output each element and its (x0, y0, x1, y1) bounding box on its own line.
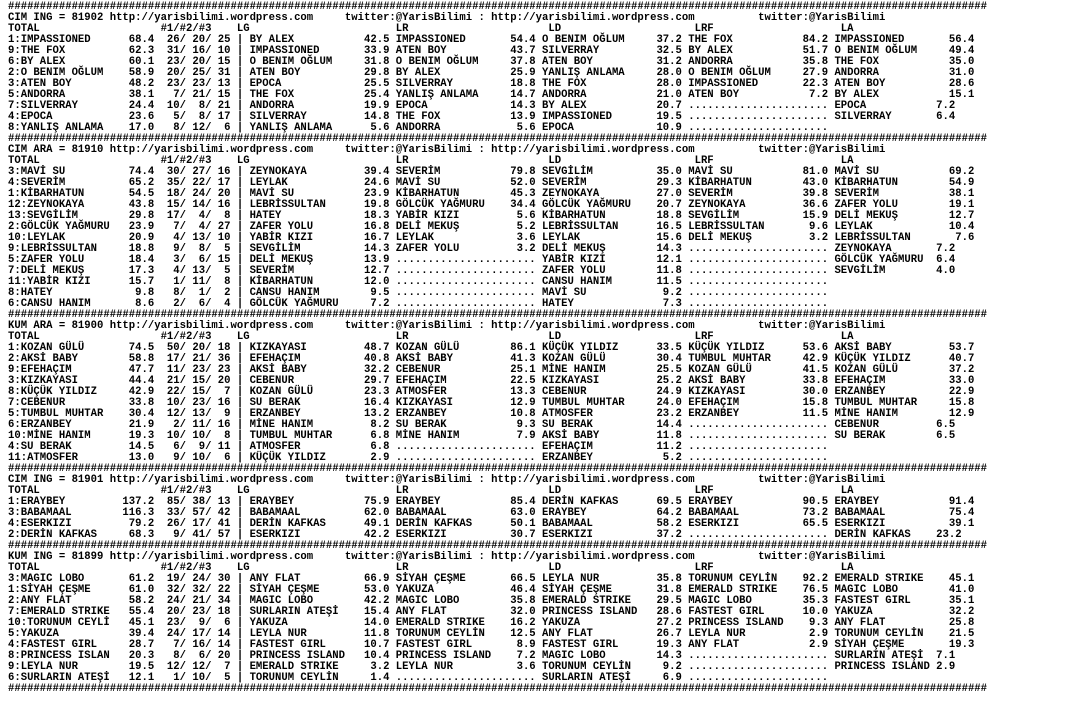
data-line: 5:YAKUZA 39.4 24/ 17/ 14 | LEYLA NUR 11.8 TORUNUM CEYLİN 12.5 ANY FLAT 26.7 LEYLA NUR 2.9 TORUNUM CEYLİN 21.5 (8, 628, 975, 640)
data-line: 8:PRINCESS ISLAN 20.3 8/ 6/ 20 | PRINCESS ISLAND 10.4 PRINCESS ISLAND 7.2 MAGIC LOBO 14.3 ...................... SURLARIN ATEŞİ 7.1 (8, 650, 956, 662)
separator-line: ########################################################################################################################################################## (8, 540, 988, 552)
column-header-line: TOTAL #1/#2/#3 LG LR LD LRF LA (8, 485, 854, 497)
data-line: 5:ZAFER YOLU 18.4 3/ 6/ 15 | DELİ MEKUŞ 13.9 ...................... YABİR KIZI 12.1 ...................... GÖLCÜK YAĞMURU 6.4 (8, 254, 956, 266)
data-line: 9:EFEHAÇIM 47.7 11/ 23/ 23 | AKSİ BABY 32.2 CEBENUR 25.1 MİNE HANIM 25.5 KOZAN GÜLÜ 41.5 KOZAN GÜLÜ 37.2 (8, 364, 975, 376)
data-line: 1:ERAYBEY 137.2 85/ 38/ 13 | ERAYBEY 75.9 ERAYBEY 85.4 DERİN KAFKAS 69.5 ERAYBEY 90.5 ERAYBEY 91.4 (8, 496, 975, 508)
race-header-line: KUM ARA = 81900 http://yarisbilimi.wordpress.com twitter:@YarisBilimi : http://yarisbilimi.wordpress.com twitter:@YarisBilimi (8, 320, 886, 332)
data-line: 2:AKSİ BABY 58.8 17/ 21/ 36 | EFEHAÇIM 40.8 AKSİ BABY 41.3 KOZAN GÜLÜ 30.4 TUMBUL MUHTAR 42.9 KÜÇÜK YILDIZ 40.7 (8, 353, 975, 365)
column-header-line: TOTAL #1/#2/#3 LG LR LD LRF LA (8, 23, 854, 35)
data-line: 6:SURLARIN ATEŞİ 12.1 1/ 10/ 5 | TORUNUM CEYLİN 1.4 ...................... SURLARIN ATEŞİ 6.9 ...................... (8, 672, 829, 684)
data-line: 4:ESERKIZI 79.2 26/ 17/ 41 | DERİN KAFKAS 49.1 DERİN KAFKAS 50.1 BABAMAAL 58.2 ESERKIZI 65.5 ESERKIZI 39.1 (8, 518, 975, 530)
data-line: 5:ANDORRA 38.1 7/ 21/ 15 | THE FOX 25.4 YANLIŞ ANLAMA 14.7 ANDORRA 21.0 ATEN BOY 7.2 BY ALEX 15.1 (8, 89, 975, 101)
data-line: 5:TUMBUL MUHTAR 30.4 12/ 13/ 9 | ERZANBEY 13.2 ERZANBEY 10.8 ATMOSFER 23.2 ERZANBEY 11.5 MİNE HANIM 12.9 (8, 408, 975, 420)
data-line: 8:KÜÇÜK YILDIZ 42.9 22/ 15/ 7 | KOZAN GÜLÜ 23.3 ATMOSFER 13.3 CEBENUR 24.9 KIZKAYASI 30.0 ERZANBEY 22.9 (8, 386, 975, 398)
column-header-line: TOTAL #1/#2/#3 LG LR LD LRF LA (8, 155, 854, 167)
data-line: 3:KIZKAYASI 44.4 21/ 15/ 20 | CEBENUR 29.7 EFEHAÇIM 22.5 KIZKAYASI 25.2 AKSİ BABY 33.8 EFEHAÇIM 33.0 (8, 375, 975, 387)
data-line: 7:EMERALD STRIKE 55.4 20/ 23/ 18 | SURLARIN ATEŞİ 15.4 ANY FLAT 32.0 PRINCESS ISLAND 28.6 FASTEST GIRL 10.0 YAKUZA 32.2 (8, 606, 975, 618)
column-header-line: TOTAL #1/#2/#3 LG LR LD LRF LA (8, 331, 854, 343)
race-header-line: CIM ING = 81902 http://yarisbilimi.wordpress.com twitter:@YarisBilimi : http://yarisbilimi.wordpress.com twitter:@YarisBilimi (8, 12, 886, 24)
data-line: 13:SEVGİLİM 29.8 17/ 4/ 8 | HATEY 18.3 YABİR KIZI 5.6 KİBARHATUN 18.8 SEVGİLİM 15.9 DELİ MEKUŞ 12.7 (8, 210, 975, 222)
data-line: 10:LEYLAK 20.9 4/ 13/ 10 | YABİR KIZI 16.7 LEYLAK 3.6 LEYLAK 15.6 DELİ MEKUŞ 3.2 LEBRİSSULTAN 7.6 (8, 232, 975, 244)
data-line: 2:ANY FLAT 58.2 24/ 21/ 34 | MAGIC LOBO 42.2 MAGIC LOBO 35.8 EMERALD STRIKE 29.5 MAGIC LOBO 35.3 FASTEST GIRL 35.1 (8, 595, 975, 607)
data-line: 10:MİNE HANIM 19.3 10/ 10/ 8 | TUMBUL MUHTAR 6.8 MİNE HANIM 7.9 AKSİ BABY 11.8 ...................... SU BERAK 6.5 (8, 430, 956, 442)
data-line: 12:ZEYNOKAYA 43.8 15/ 14/ 16 | LEBRİSSULTAN 19.8 GÖLCÜK YAĞMURU 34.4 GÖLCÜK YAĞMURU 20.7 ZEYNOKAYA 36.6 ZAFER YOLU 19.1 (8, 199, 975, 211)
data-line: 6:BY ALEX 60.1 23/ 20/ 15 | O BENIM OĞLUM 31.8 O BENIM OĞLUM 37.8 ATEN BOY 31.2 ANDORRA 35.8 THE FOX 35.0 (8, 56, 975, 68)
data-line: 3:ATEN BOY 48.2 23/ 23/ 13 | EPOCA 25.5 SILVERRAY 18.8 THE FOX 28.0 IMPASSIONED 22.3 ATEN BOY 28.6 (8, 78, 975, 90)
data-line: 9:THE FOX 62.3 31/ 16/ 10 | IMPASSIONED 33.9 ATEN BOY 43.7 SILVERRAY 32.5 BY ALEX 51.7 O BENIM OĞLUM 49.4 (8, 45, 975, 57)
separator-line: ########################################################################################################################################################## (8, 1, 988, 13)
separator-line: ########################################################################################################################################################## (8, 683, 988, 695)
column-header-line: TOTAL #1/#2/#3 LG LR LD LRF LA (8, 562, 854, 574)
race-header-line: CIM ARA = 81910 http://yarisbilimi.wordpress.com twitter:@YarisBilimi : http://yarisbilimi.wordpress.com twitter:@YarisBilimi (8, 144, 886, 156)
data-line: 10:TORUNUM CEYLİ 45.1 23/ 9/ 6 | YAKUZA 14.0 EMERALD STRIKE 16.2 YAKUZA 27.2 PRINCESS ISLAND 9.3 ANY FLAT 25.8 (8, 617, 975, 629)
data-line: 1:KİBARHATUN 54.5 18/ 24/ 20 | MAVİ SU 23.9 KİBARHATUN 45.3 ZEYNOKAYA 27.0 SEVERİM 39.8 SEVERİM 38.1 (8, 188, 975, 200)
data-line: 7:CEBENUR 33.8 10/ 23/ 16 | SU BERAK 16.4 KIZKAYASI 12.9 TUMBUL MUHTAR 24.0 EFEHAÇIM 15.8 TUMBUL MUHTAR 15.8 (8, 397, 975, 409)
race-header-line: KUM ING = 81899 http://yarisbilimi.wordpress.com twitter:@YarisBilimi : http://yarisbilimi.wordpress.com twitter:@YarisBilimi (8, 551, 886, 563)
data-line: 4:EPOCA 23.6 5/ 8/ 17 | SILVERRAY 14.8 THE FOX 13.9 IMPASSIONED 19.5 ...................... SILVERRAY 6.4 (8, 111, 956, 123)
data-line: 8:HATEY 9.8 8/ 1/ 2 | CANSU HANIM 9.5 ...................... MAVİ SU 9.2 ...................... (8, 287, 829, 299)
data-line: 3:MAGIC LOBO 61.2 19/ 24/ 30 | ANY FLAT 66.9 SİYAH ÇEŞME 66.5 LEYLA NUR 35.8 TORUNUM CEYLİN 92.2 EMERALD STRIKE 45.1 (8, 573, 975, 585)
data-line: 2:GÖLCÜK YAĞMURU 23.9 7/ 4/ 27 | ZAFER YOLU 16.8 DELİ MEKUŞ 5.2 LEBRİSSULTAN 16.5 LEBRİSSULTAN 9.6 LEYLAK 10.4 (8, 221, 975, 233)
data-line: 2:O BENIM OĞLUM 58.9 20/ 25/ 31 | ATEN BOY 29.8 BY ALEX 25.9 YANLIŞ ANLAMA 28.0 O BENIM OĞLUM 27.9 ANDORRA 31.0 (8, 67, 975, 79)
separator-line: ########################################################################################################################################################## (8, 463, 988, 475)
data-line: 11:YABİR KIZI 15.7 1/ 11/ 8 | KİBARHATUN 12.0 ...................... CANSU HANIM 11.5 ...................... (8, 276, 829, 288)
data-line: 3:MAVİ SU 74.4 30/ 27/ 16 | ZEYNOKAYA 39.4 SEVERİM 79.8 SEVGİLİM 35.0 MAVİ SU 81.0 MAVİ SU 69.2 (8, 166, 975, 178)
data-line: 4:SU BERAK 14.5 6/ 9/ 11 | ATMOSFER 6.8 ...................... EFEHAÇIM 11.2 ...................... (8, 441, 829, 453)
data-line: 3:BABAMAAL 116.3 33/ 57/ 42 | BABAMAAL 62.0 BABAMAAL 63.0 ERAYBEY 64.2 BABAMAAL 73.2 BABAMAAL 75.4 (8, 507, 975, 519)
data-line: 1:IMPASSIONED 68.4 26/ 20/ 25 | BY ALEX 42.5 IMPASSIONED 54.4 O BENIM OĞLUM 37.2 THE FOX 84.2 IMPASSIONED 56.4 (8, 34, 975, 46)
data-line: 1:KOZAN GÜLÜ 74.5 50/ 20/ 18 | KIZKAYASI 48.7 KOZAN GÜLÜ 86.1 KÜÇÜK YILDIZ 33.5 KÜÇÜK YILDIZ 53.6 AKSİ BABY 53.7 (8, 342, 975, 354)
data-line: 7:SILVERRAY 24.4 10/ 8/ 21 | ANDORRA 19.9 EPOCA 14.3 BY ALEX 20.7 ...................... EPOCA 7.2 (8, 100, 956, 112)
data-line: 6:CANSU HANIM 8.6 2/ 6/ 4 | GÖLCÜK YAĞMURU 7.2 ...................... HATEY 7.3 ...................... (8, 298, 829, 310)
data-line: 9:LEBRİSSULTAN 18.8 9/ 8/ 5 | SEVGİLİM 14.3 ZAFER YOLU 3.2 DELİ MEKUŞ 14.3 ...................... ZEYNOKAYA 7.2 (8, 243, 956, 255)
data-line: 8:YANLIŞ ANLAMA 17.0 8/ 12/ 6 | YANLIŞ ANLAMA 5.6 ANDORRA 5.6 EPOCA 10.9 ...................... (8, 122, 829, 134)
data-line: 2:DERİN KAFKAS 68.3 9/ 41/ 57 | ESERKIZI 42.2 ESERKIZI 30.7 ESERKIZI 37.2 ...................... DERİN KAFKAS 23.2 (8, 529, 962, 541)
data-line: 4:SEVERİM 65.2 35/ 22/ 17 | LEYLAK 24.6 MAVİ SU 52.0 SEVERİM 29.3 KİBARHATUN 43.0 KİBARHATUN 54.9 (8, 177, 975, 189)
data-line: 9:LEYLA NUR 19.5 12/ 12/ 7 | EMERALD STRIKE 3.2 LEYLA NUR 3.6 TORUNUM CEYLİN 9.2 ...................... PRINCESS ISLAND 2.9 (8, 661, 956, 673)
data-line: 4:FASTEST GIRL 28.7 7/ 16/ 14 | FASTEST GIRL 10.7 FASTEST GIRL 8.9 FASTEST GIRL 19.3 ANY FLAT 2.9 SİYAH ÇEŞME 19.3 (8, 639, 975, 651)
data-line: 7:DELİ MEKUŞ 17.3 4/ 13/ 5 | SEVERİM 12.7 ...................... ZAFER YOLU 11.8 ...................... SEVGİLİM 4.0 (8, 265, 956, 277)
race-header-line: CIM ING = 81901 http://yarisbilimi.wordpress.com twitter:@YarisBilimi : http://yarisbilimi.wordpress.com twitter:@YarisBilimi (8, 474, 886, 486)
separator-line: ########################################################################################################################################################## (8, 309, 988, 321)
data-line: 6:ERZANBEY 21.9 2/ 11/ 16 | MİNE HANIM 8.2 SU BERAK 9.3 SU BERAK 14.4 ...................... CEBENUR 6.5 (8, 419, 956, 431)
separator-line: ########################################################################################################################################################## (8, 133, 988, 145)
data-line: 1:SİYAH ÇEŞME 61.0 32/ 32/ 22 | SİYAH ÇEŞME 53.0 YAKUZA 46.4 SİYAH ÇEŞME 31.8 EMERALD STRIKE 76.5 MAGIC LOBO 41.0 (8, 584, 975, 596)
data-line: 11:ATMOSFER 13.0 9/ 10/ 6 | KÜÇÜK YILDIZ 2.9 ...................... ERZANBEY 5.2 ...................... (8, 452, 829, 464)
